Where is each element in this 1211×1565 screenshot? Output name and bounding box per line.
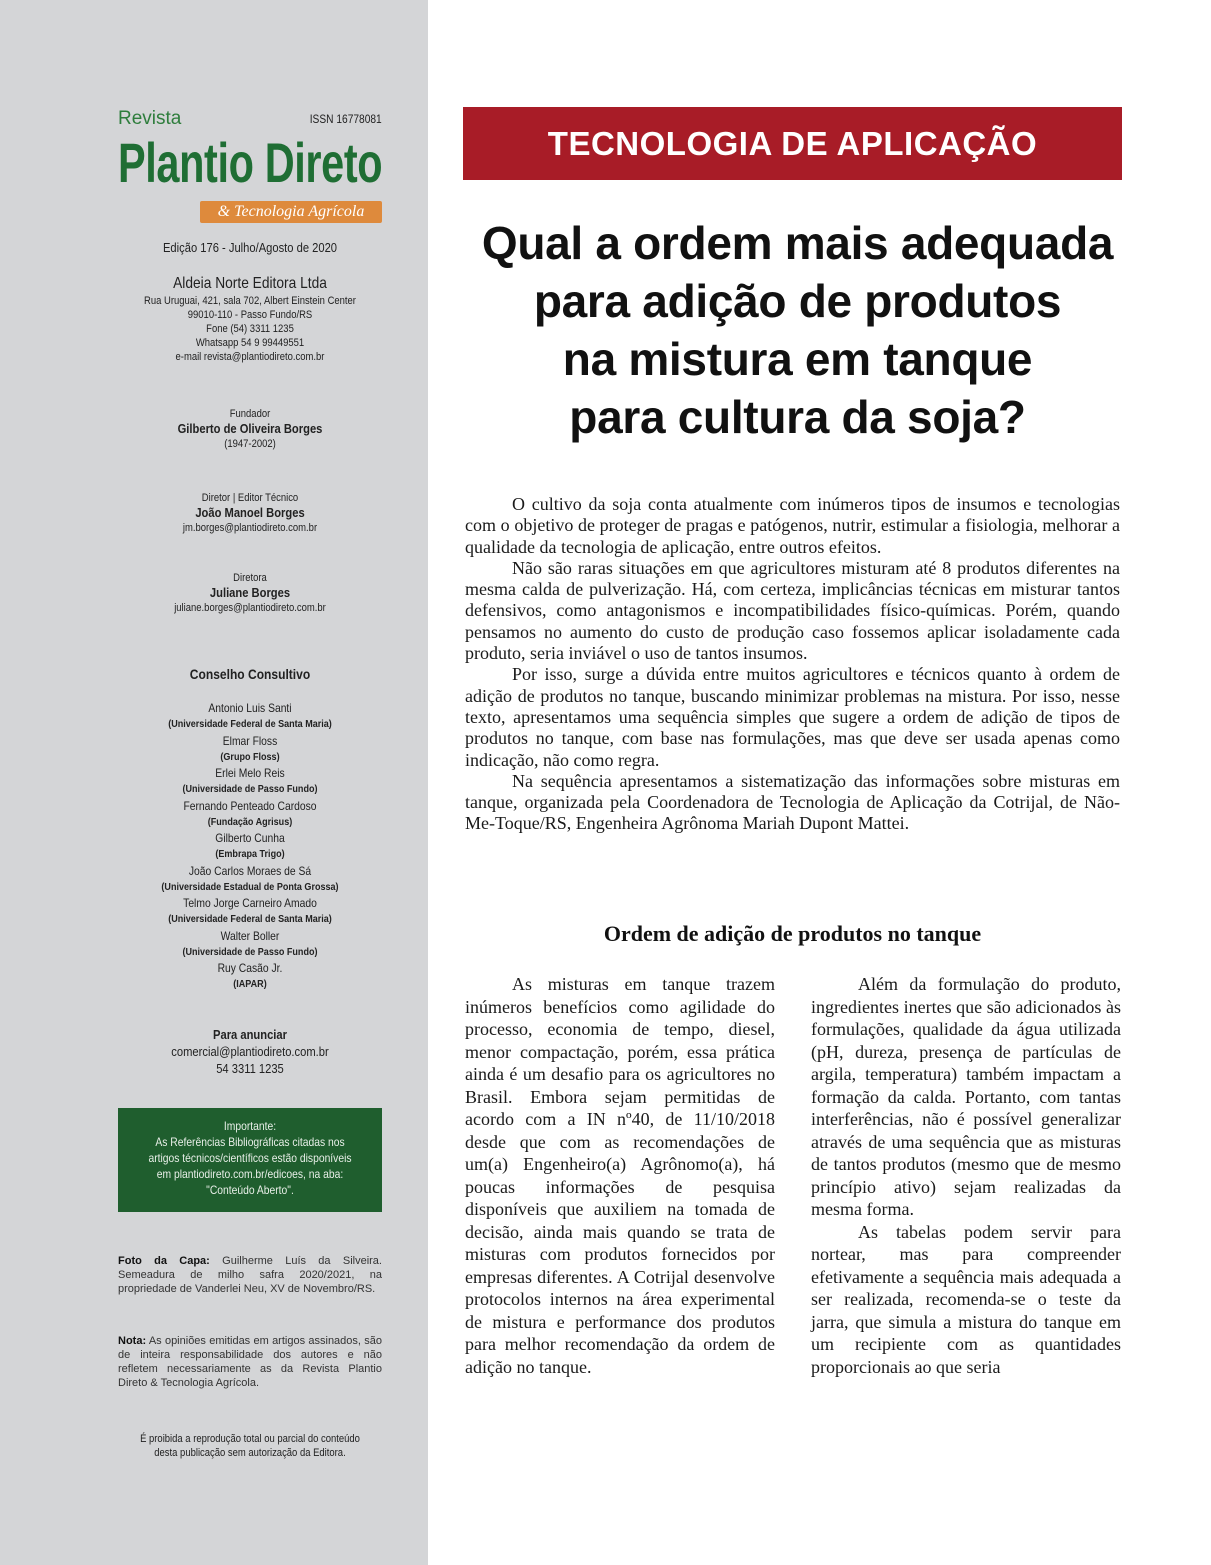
paragraph: As tabelas podem servir para nortear, mas para compreender efetivamente a sequência mais adequada a ser realizada, recomenda-se o teste da jarra, que simula a mistura do tanque em um recipiente com as quantidades proporcionais ao que seria — [811, 1221, 1121, 1377]
address-line: 99010-110 - Passo Fundo/RS — [187, 309, 313, 321]
sidebar — [0, 0, 428, 1565]
cover-label: Foto da Capa: — [118, 1255, 210, 1267]
headline-line: Qual a ordem mais adequada — [481, 217, 1114, 269]
issn: ISSN 16778081 — [309, 112, 382, 126]
director-name: João Manoel Borges — [195, 505, 305, 520]
disclaimer-note — [118, 1334, 382, 1390]
council-member: Ruy Casão Jr. — [217, 961, 283, 975]
council-member: Erlei Melo Reis — [215, 766, 285, 780]
copyright-line: É proibida a reprodução total ou parcial do conteúdo — [140, 1433, 360, 1445]
column-right — [811, 973, 1121, 1378]
council-member: Elmar Floss — [222, 733, 278, 748]
section-banner: TECNOLOGIA DE APLICAÇÃO — [463, 107, 1122, 180]
directora-email: juliane.borges@plantiodireto.com.br — [174, 602, 326, 614]
director-email: jm.borges@plantiodireto.com.br — [182, 522, 318, 534]
magazine-subtitle: & Tecnologia Agrícola — [200, 201, 382, 223]
column-left — [465, 973, 775, 1378]
council-org: (Universidade Federal de Santa Maria) — [168, 718, 332, 730]
founder-block — [121, 407, 379, 451]
ads-block — [121, 1027, 379, 1077]
important-line: As Referências Bibliográficas citadas nos — [155, 1135, 345, 1149]
council-org: (Universidade Estadual de Ponta Grossa) — [161, 880, 339, 893]
headline-line: para adição de produtos — [533, 275, 1062, 327]
important-line: Importante: — [223, 1119, 277, 1133]
council-org: (Universidade Federal de Santa Maria) — [168, 913, 332, 925]
headline-line: para cultura da soja? — [569, 391, 1026, 443]
address-line: Rua Uruguai, 421, sala 702, Albert Einstein Center — [144, 295, 356, 307]
ads-heading: Para anunciar — [213, 1027, 287, 1042]
email: e-mail revista@plantiodireto.com.br — [175, 351, 325, 363]
important-line: "Conteúdo Aberto". — [206, 1183, 294, 1197]
paragraph: Além da formulação do produto, ingredientes inertes que são adicionados às formulações, qualidade da água utilizada (pH, dureza, presença de partículas de argila, temperatura) também impactam a formação da calda. Portanto, com tantas interferências, não é possível generalizar através de uma sequência que as misturas de tantos produtos (mesmo que de mesmo princípio ativo) sejam realizadas da mesma forma. — [811, 974, 1121, 1219]
headline-line: na mistura em tanque — [562, 333, 1033, 385]
founder-name: Gilberto de Oliveira Borges — [177, 421, 323, 436]
note-text: As opiniões emitidas em artigos assinados, são de inteira responsabilidade dos autores e não refletem necessariamente as da Revista Plantio Direto & Tecnologia Agrícola. — [118, 1335, 383, 1389]
council-org: (Universidade de Passo Fundo) — [182, 783, 318, 795]
paragraph: As misturas em tanque trazem inúmeros benefícios como agilidade do processo, economia de tempo, diesel, menor compactação, porém, essa prática ainda é um desafio para os agricultores no Brasil. Embora sejam permitidas de acordo com a IN nº40, de 11/10/2018 desde que com as recomendações de um(a) Engenheiro(a) Agrônomo(a), há poucas informações de pesquisa disponíveis que auxiliem na tomada de decisão, ainda mais quando se trata de misturas com produtos fornecidos por empresas diferentes. A Cotrijal desenvolve protocolos internos na área experimental de mistura e performance dos produtos para melhor recomendação da ordem de adição no tanque. — [465, 974, 775, 1377]
council-block — [121, 666, 379, 994]
copyright-block — [121, 1432, 379, 1460]
director-block — [121, 491, 379, 535]
important-line: artigos técnicos/científicos estão disponíveis — [148, 1151, 352, 1165]
founder-role: Fundador — [229, 408, 271, 420]
copyright-line: desta publicação sem autorização da Editora. — [154, 1447, 346, 1459]
council-heading: Conselho Consultivo — [189, 666, 311, 682]
article-intro — [465, 494, 1120, 835]
council-member: Gilberto Cunha — [215, 831, 285, 845]
paragraph: Não são raras situações em que agricultores misturam até 8 produtos diferentes na mesma calda de pulverização. Há, com certeza, implicâncias técnicas em misturar tantos defensivos, como antagonismos e incompatibilidades físico-químicas. Porém, quando pensamos no aumento do custo de produção caso fossemos aplicar isoladamente cada produto, seria inviável o uso de tantos insumos. — [465, 557, 1120, 664]
council-member: Fernando Penteado Cardoso — [183, 798, 317, 813]
directora-role: Diretora — [233, 572, 267, 584]
important-notice — [118, 1108, 382, 1212]
council-member: Telmo Jorge Carneiro Amado — [183, 896, 317, 910]
important-line: em plantiodireto.com.br/edicoes, na aba: — [156, 1167, 344, 1181]
council-member: Antonio Luis Santi — [208, 701, 292, 715]
masthead-revista: Revista — [118, 108, 182, 129]
paragraph: Na sequência apresentamos a sistematização das informações sobre misturas em tanque, organizada pela Coordenadora de Tecnologia de Aplicação da Cotrijal, de Não-Me-Toque/RS, Engenheira Agrônoma Mariah Dupont Mattei. — [465, 770, 1120, 834]
phone: Fone (54) 3311 1235 — [206, 323, 294, 335]
council-member: Walter Boller — [220, 928, 280, 943]
council-member: João Carlos Moraes de Sá — [188, 863, 312, 878]
council-org: (Embrapa Trigo) — [215, 848, 285, 860]
publisher-block — [121, 274, 379, 364]
council-org: (Universidade de Passo Fundo) — [182, 945, 318, 958]
cover-text: Guilherme Luís da Silveira. Semeadura de milho safra 2020/2021, na propriedade de Vanderlei Neu, XV de Novembro/RS. — [118, 1255, 382, 1295]
section-subheading: Ordem de adição de produtos no tanque — [603, 921, 982, 946]
edition-info — [121, 240, 379, 255]
note-label: Nota: — [118, 1335, 147, 1347]
cover-credit — [118, 1254, 382, 1296]
whatsapp: Whatsapp 54 9 99449551 — [195, 337, 305, 349]
paragraph: O cultivo da soja conta atualmente com inúmeros tipos de insumos e tecnologias com o objetivo de proteger de pragas e patógenos, nutrir, estimular a fisiologia, melhorar a qualidade da tecnologia de aplicação, entre outros efeitos. — [465, 494, 1120, 557]
council-org: (Grupo Floss) — [220, 750, 280, 763]
masthead — [118, 108, 382, 228]
magazine-title: Plantio Direto — [118, 131, 383, 194]
article-headline — [463, 214, 1132, 446]
ads-email: comercial@plantiodireto.com.br — [171, 1044, 329, 1059]
paragraph: Por isso, surge a dúvida entre muitos agricultores e técnicos quanto à ordem de adição de produtos no tanque, buscando minimizar problemas na mistura. Por isso, nesse texto, apresentamos uma sequência simples que sugere a ordem de adição de tipos de produtos no tanque, com base nas formulações, mas que deve ser usada apenas como indicação, não como regra. — [465, 664, 1120, 770]
founder-years: (1947-2002) — [224, 438, 276, 450]
edition: Edição 176 - Julho/Agosto de 2020 — [162, 240, 338, 255]
ads-phone: 54 3311 1235 — [216, 1061, 284, 1076]
council-org: (Fundação Agrisus) — [207, 815, 293, 828]
directora-block — [121, 571, 379, 615]
company-name: Aldeia Norte Editora Ltda — [173, 275, 327, 292]
director-role: Diretor | Editor Técnico — [201, 492, 299, 504]
directora-name: Juliane Borges — [209, 585, 291, 600]
council-org: (IAPAR) — [233, 978, 267, 990]
